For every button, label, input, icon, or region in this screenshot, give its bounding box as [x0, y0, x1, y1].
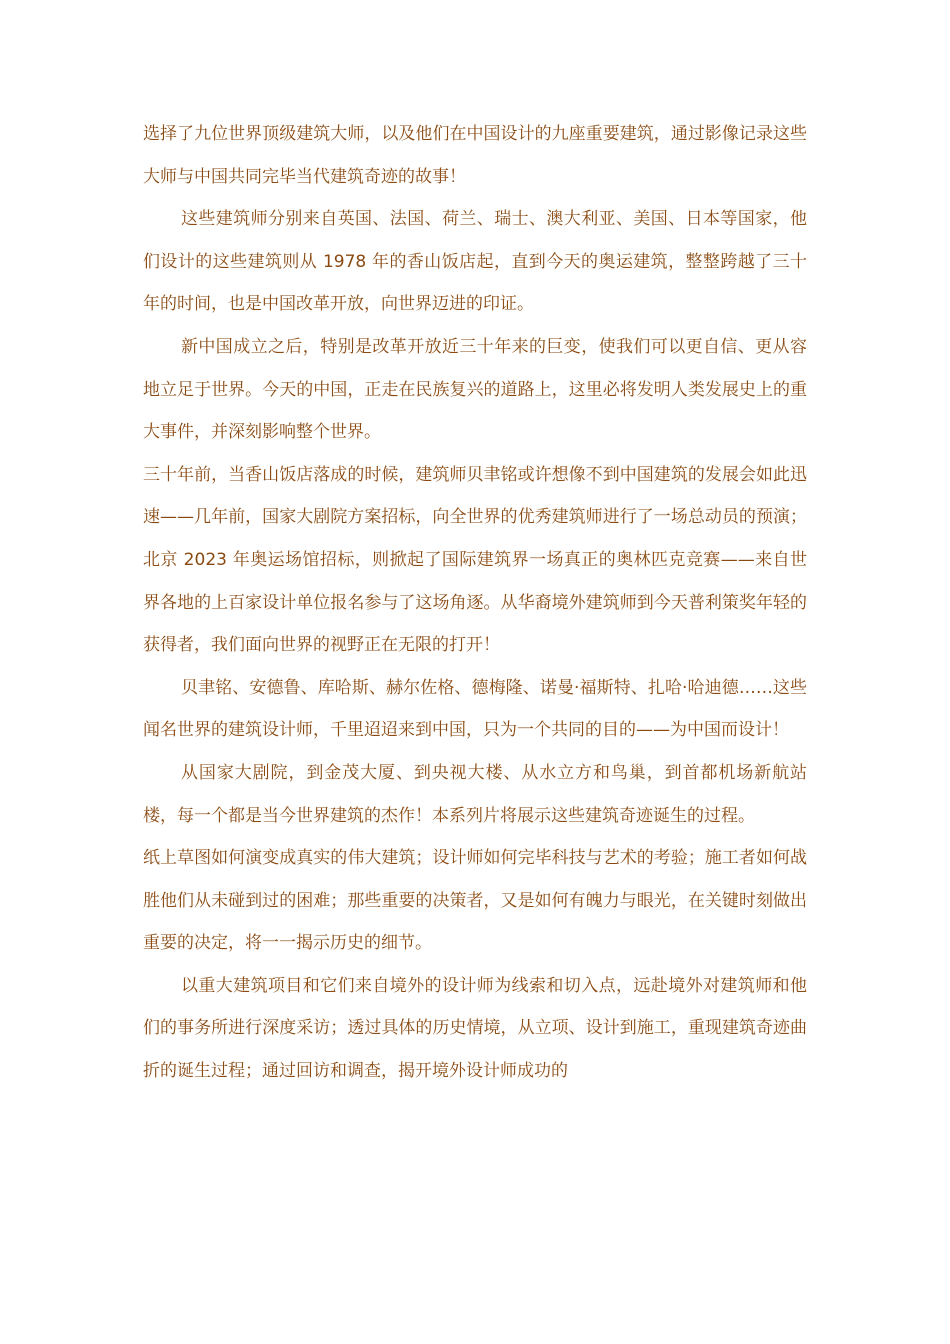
paragraph-7: 纸上草图如何演变成真实的伟大建筑；设计师如何完毕科技与艺术的考验；施工者如何战胜他们从未碰到过的困难；那些重要的决策者，又是如何有魄力与眼光，在关键时刻做出重要的决定，将一一揭示历史的细节。: [143, 848, 807, 954]
paragraph-1: 选择了九位世界顶级建筑大师，以及他们在中国设计的九座重要建筑，通过影像记录这些大师与中国共同完毕当代建筑奇迹的故事！: [143, 124, 807, 187]
paragraph-6: 从国家大剧院，到金茂大厦、到央视大楼、从水立方和鸟巢，到首都机场新航站楼，每一个都是当今世界建筑的杰作！本系列片将展示这些建筑奇迹诞生的过程。: [143, 762, 807, 826]
paragraph-2: 这些建筑师分别来自英国、法国、荷兰、瑞士、澳大利亚、美国、日本等国家，他们设计的这些建筑则从 1978 年的香山饭店起，直到今天的奥运建筑，整整跨越了三十年的时间，也是中国改革开放，向世界迈进的印证。: [143, 209, 807, 315]
paragraph-5: 贝聿铭、安德鲁、库哈斯、赫尔佐格、德梅隆、诺曼·福斯特、扎哈·哈迪德……这些闻名世界的建筑设计师，千里迢迢来到中国，只为一个共同的目的——为中国而设计！: [143, 677, 807, 741]
document-page: [143, 113, 807, 1093]
paragraph-8: 以重大建筑项目和它们来自境外的设计师为线索和切入点，远赴境外对建筑师和他们的事务所进行深度采访；透过具体的历史情境，从立项、设计到施工，重现建筑奇迹曲折的诞生过程；通过回访和调查，揭开境外设计师成功的: [143, 975, 807, 1082]
paragraph-3: 新中国成立之后，特别是改革开放近三十年来的巨变，使我们可以更自信、更从容地立足于世界。今天的中国，正走在民族复兴的道路上，这里必将发明人类发展史上的重大事件，并深刻影响整个世界。: [143, 336, 807, 443]
paragraph-4: 三十年前，当香山饭店落成的时候，建筑师贝聿铭或许想像不到中国建筑的发展会如此迅速——几年前，国家大剧院方案招标，向全世界的优秀建筑师进行了一场总动员的预演；北京 2023 年奥运场馆招标，则掀起了国际建筑界一场真正的奥林匹克竞赛——来自世界各地的上百家设计单位报名参与了这场角逐。从华裔境外建筑师到今天普利策奖年轻的获得者，我们面向世界的视野正在无限的打开！: [143, 464, 807, 656]
